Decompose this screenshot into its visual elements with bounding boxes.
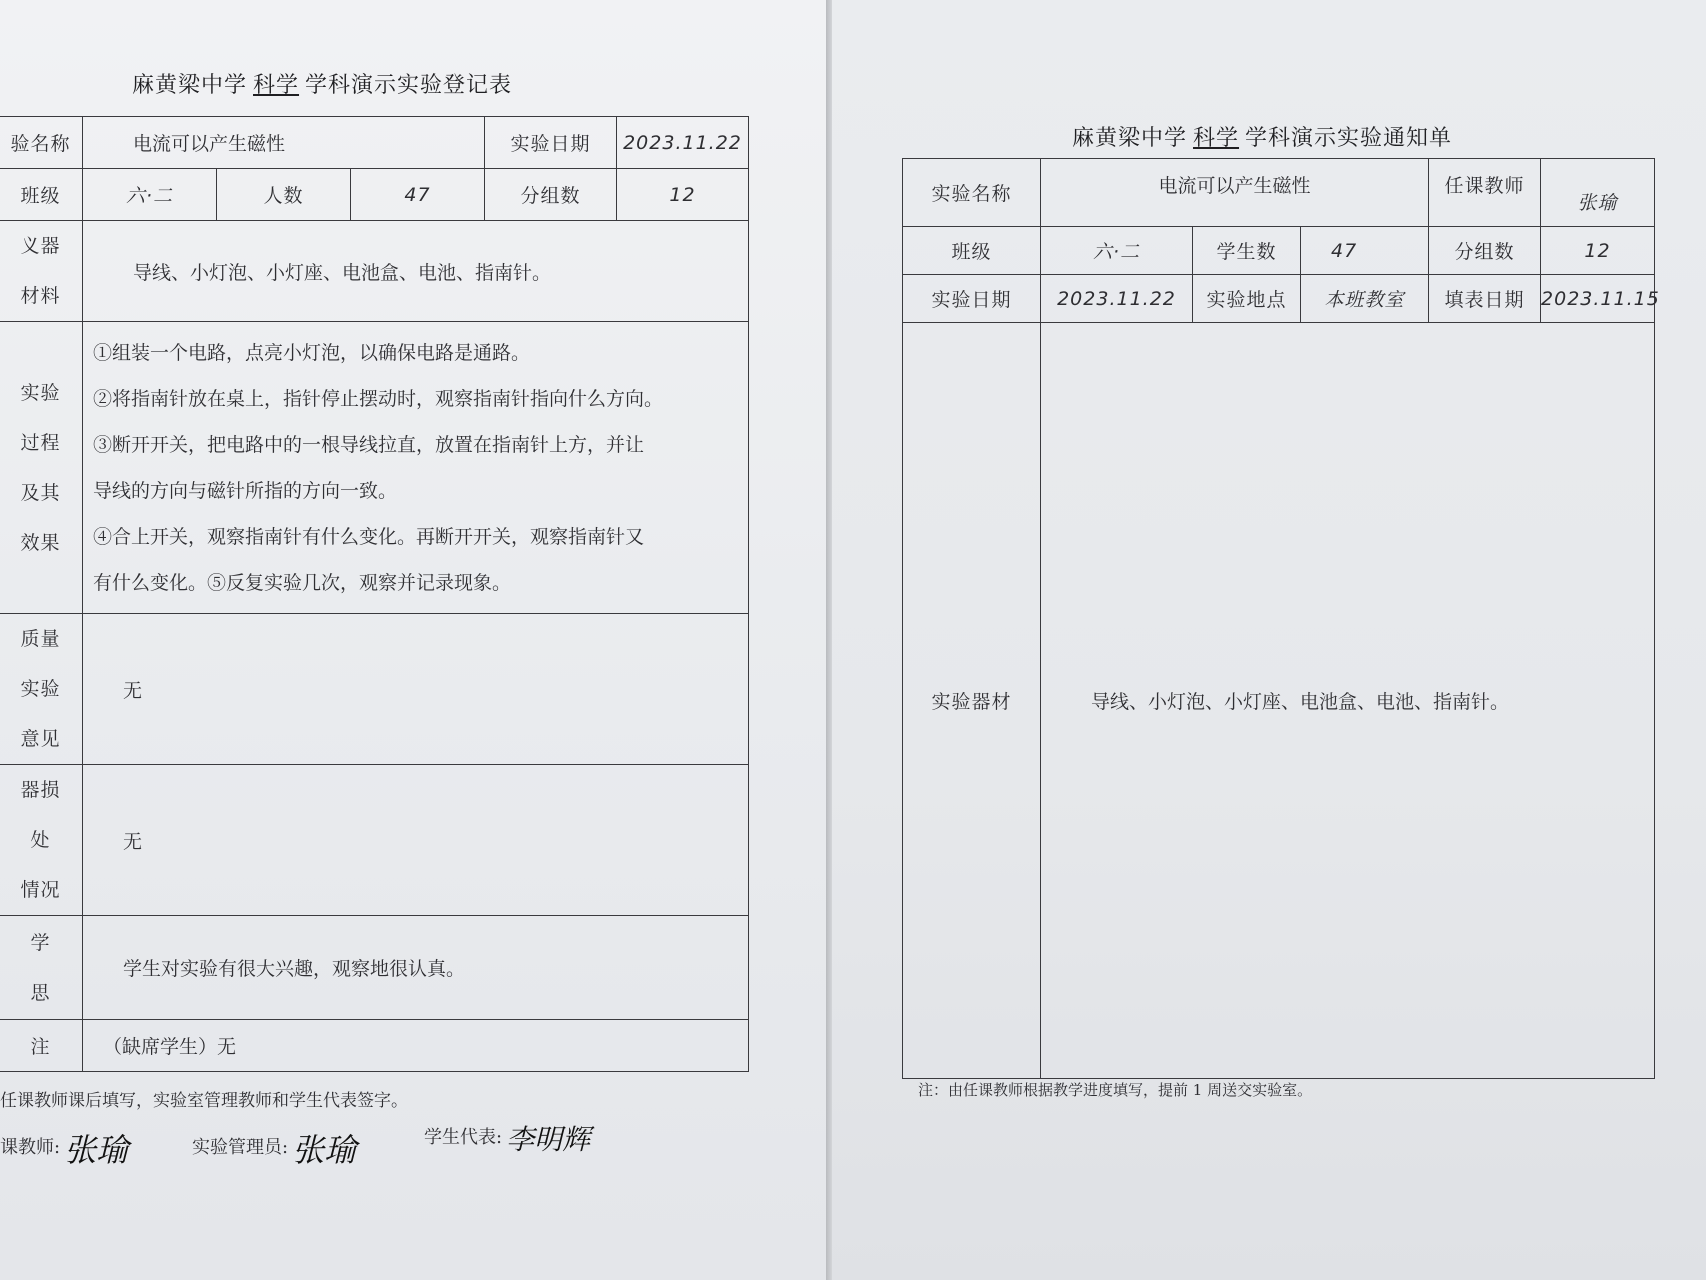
form-name: 学科演示实验通知单 bbox=[1245, 126, 1453, 151]
registration-table bbox=[0, 116, 749, 1072]
value-students: 47 bbox=[1301, 227, 1429, 275]
value-remark: （缺席学生）无 bbox=[83, 1020, 749, 1072]
row-process bbox=[0, 322, 749, 614]
value-experiment-name: 电流可以产生磁性 bbox=[83, 117, 485, 169]
signature-teacher-label: 课教师: bbox=[0, 1137, 61, 1158]
label-quality bbox=[0, 614, 83, 765]
registration-title bbox=[132, 68, 512, 99]
label-equipment bbox=[0, 221, 83, 322]
value-groups: 12 bbox=[617, 169, 749, 221]
label-process-line: 效果 bbox=[20, 531, 61, 554]
row-damage bbox=[0, 765, 749, 916]
value-teacher: 张瑜 bbox=[1541, 159, 1655, 227]
process-step: ①组装一个电路，点亮小灯泡，以确保电路是通路。 bbox=[93, 341, 531, 364]
label-fill-date: 填表日期 bbox=[1429, 275, 1541, 323]
row-equipment bbox=[903, 323, 1655, 1079]
process-step: 导线的方向与磁针所指的方向一致。 bbox=[93, 479, 398, 502]
signature-student-value: 李明辉 bbox=[506, 1123, 591, 1156]
signature-student bbox=[424, 1118, 590, 1158]
label-quality-line: 质量 bbox=[20, 628, 61, 650]
form-name: 学科演示实验登记表 bbox=[305, 73, 513, 98]
value-experiment-date: 2023.11.22 bbox=[617, 117, 749, 169]
label-damage-line: 器损 bbox=[20, 779, 61, 801]
row-quality bbox=[0, 614, 749, 765]
value-location: 本班教室 bbox=[1301, 275, 1429, 323]
subject-name: 科学 bbox=[1193, 126, 1240, 151]
label-class: 班级 bbox=[0, 169, 83, 221]
label-damage bbox=[0, 765, 83, 916]
value-process bbox=[83, 322, 749, 614]
value-equipment: 导线、小灯泡、小灯座、电池盒、电池、指南针。 bbox=[1041, 323, 1655, 1079]
notice-sheet bbox=[832, 0, 1706, 1280]
label-teacher: 任课教师 bbox=[1429, 159, 1541, 227]
value-class: 六·二 bbox=[83, 169, 217, 221]
label-students: 学生数 bbox=[1193, 227, 1301, 275]
row-experiment-name bbox=[0, 117, 749, 169]
value-experiment-date: 2023.11.22 bbox=[1041, 275, 1193, 323]
label-location: 实验地点 bbox=[1193, 275, 1301, 323]
label-headcount: 人数 bbox=[217, 169, 351, 221]
row-experiment-name bbox=[903, 159, 1655, 227]
label-class: 班级 bbox=[903, 227, 1041, 275]
label-process bbox=[0, 322, 83, 614]
process-step: ④合上开关，观察指南针有什么变化。再断开开关，观察指南针又 bbox=[93, 525, 645, 548]
value-damage: 无 bbox=[83, 765, 749, 916]
label-process-line: 实验 bbox=[20, 381, 61, 404]
label-equipment-line2: 材料 bbox=[20, 285, 61, 307]
signature-admin-label: 实验管理员: bbox=[192, 1137, 289, 1158]
signature-teacher-value: 张瑜 bbox=[64, 1131, 129, 1169]
label-experiment-date: 实验日期 bbox=[485, 117, 617, 169]
process-step: ③断开开关，把电路中的一根导线拉直，放置在指南针上方，并让 bbox=[93, 433, 645, 456]
row-remark bbox=[0, 1020, 749, 1072]
notice-footnote: 注：由任课教师根据教学进度填写，提前 1 周送交实验室。 bbox=[918, 1081, 1313, 1099]
subject-name: 科学 bbox=[253, 73, 300, 98]
value-fill-date: 2023.11.15 bbox=[1541, 275, 1655, 323]
notice-table bbox=[902, 158, 1660, 1079]
value-reflection: 学生对实验有很大兴趣，观察地很认真。 bbox=[83, 916, 749, 1020]
value-class: 六·二 bbox=[1041, 227, 1193, 275]
label-experiment-name: 实验名称 bbox=[903, 159, 1041, 227]
label-equipment: 实验器材 bbox=[903, 323, 1041, 1079]
registration-footnote: 任课教师课后填写，实验室管理教师和学生代表签字。 bbox=[0, 1091, 408, 1111]
signature-admin bbox=[192, 1125, 356, 1171]
row-reflection bbox=[0, 916, 749, 1020]
notice-title bbox=[1072, 121, 1452, 152]
process-step: 有什么变化。⑤反复实验几次，观察并记录现象。 bbox=[93, 571, 512, 594]
value-headcount: 47 bbox=[351, 169, 485, 221]
label-damage-line: 处 bbox=[30, 829, 51, 851]
label-quality-line: 实验 bbox=[20, 678, 61, 700]
signature-admin-value: 张瑜 bbox=[292, 1131, 357, 1169]
school-name: 麻黄梁中学 bbox=[132, 73, 248, 98]
label-reflection bbox=[0, 916, 83, 1020]
school-name: 麻黄梁中学 bbox=[1072, 126, 1188, 151]
label-remark: 注 bbox=[0, 1020, 83, 1072]
label-experiment-name: 验名称 bbox=[0, 117, 83, 169]
label-equipment-line1: 义器 bbox=[20, 235, 61, 257]
label-quality-line: 意见 bbox=[20, 728, 61, 750]
registration-sheet bbox=[0, 0, 826, 1280]
label-damage-line: 情况 bbox=[20, 879, 61, 901]
label-experiment-date: 实验日期 bbox=[903, 275, 1041, 323]
signature-student-label: 学生代表: bbox=[424, 1127, 503, 1148]
label-reflection-line: 学 bbox=[30, 931, 51, 954]
row-class-info bbox=[0, 169, 749, 221]
label-process-line: 过程 bbox=[20, 431, 61, 454]
row-date-location bbox=[903, 275, 1655, 323]
row-equipment bbox=[0, 221, 749, 322]
value-groups: 12 bbox=[1541, 227, 1655, 275]
process-step: ②将指南针放在桌上，指针停止摆动时，观察指南针指向什么方向。 bbox=[93, 387, 664, 410]
label-groups: 分组数 bbox=[485, 169, 617, 221]
value-experiment-name: 电流可以产生磁性 bbox=[1041, 159, 1429, 227]
label-process-line: 及其 bbox=[20, 481, 61, 504]
row-class-info bbox=[903, 227, 1655, 275]
label-reflection-line: 思 bbox=[30, 981, 51, 1004]
signature-teacher bbox=[0, 1125, 128, 1171]
value-equipment: 导线、小灯泡、小灯座、电池盒、电池、指南针。 bbox=[83, 221, 749, 322]
label-groups: 分组数 bbox=[1429, 227, 1541, 275]
value-quality: 无 bbox=[83, 614, 749, 765]
